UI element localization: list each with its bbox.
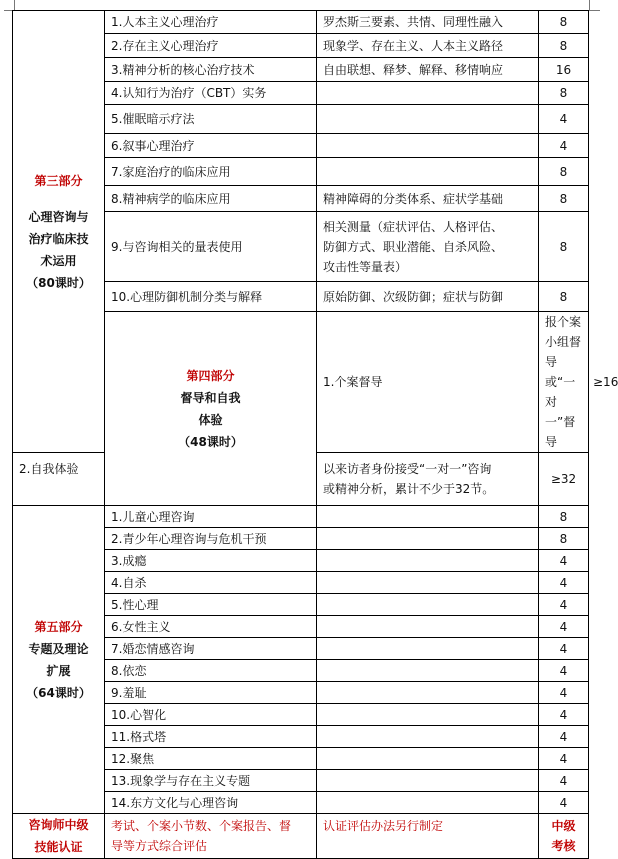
course-cell	[105, 814, 317, 859]
note-cell: 现象学、存在主义、人本主义路径	[317, 34, 539, 58]
hours-cell: 4	[539, 682, 589, 704]
hours-cell: 4	[539, 726, 589, 748]
course-cell: 5.催眠暗示疗法	[105, 105, 317, 134]
note-cell	[317, 704, 539, 726]
hours-line: 考核	[551, 839, 576, 853]
course-line: 导等方式综合评估	[111, 839, 208, 853]
section-hours: （48课时）	[178, 434, 243, 449]
note-cell	[317, 594, 539, 616]
section-title: 第三部分	[34, 173, 83, 188]
hours-cell: 8	[539, 82, 589, 105]
hours-cell: 16	[539, 58, 589, 82]
hours-cell: 8	[539, 212, 589, 282]
course-cell: 5.性心理	[105, 594, 317, 616]
section-title: 第五部分	[34, 619, 83, 634]
hours-cell: 4	[539, 638, 589, 660]
course-cell: 9.与咨询相关的量表使用	[105, 212, 317, 282]
note-cell	[317, 748, 539, 770]
section-name-line: 咨询师中级	[28, 818, 89, 832]
course-cell: 4.认知行为治疗（CBT）实务	[105, 82, 317, 105]
curriculum-table	[12, 10, 618, 859]
course-cell: 6.女性主义	[105, 616, 317, 638]
note-line: 相关测量（症状评估、人格评估、	[323, 219, 504, 234]
hours-cell: 8	[539, 186, 589, 212]
hours-cell: 4	[539, 704, 589, 726]
table-row: 第四部分 督导和自我 体验 （48课时） 1.个案督导 报个案小组督导或“一对一”督导 ≥16	[13, 312, 589, 453]
course-cell: 2.自我体验	[13, 453, 105, 506]
section-name-line: 专题及理论	[28, 641, 89, 656]
hours-cell: 4	[539, 594, 589, 616]
table-row	[13, 506, 589, 528]
course-cell: 4.自杀	[105, 572, 317, 594]
section-name-line: 扩展	[46, 663, 71, 678]
hours-cell: 8	[539, 34, 589, 58]
section-name-line: 治疗临床技	[28, 231, 89, 246]
note-cell	[317, 158, 539, 186]
course-cell: 7.家庭治疗的临床应用	[105, 158, 317, 186]
note-line: 攻击性等量表）	[323, 259, 408, 274]
hours-cell: 4	[539, 550, 589, 572]
hours-cell: 4	[539, 572, 589, 594]
note-cell	[317, 550, 539, 572]
note-cell	[317, 660, 539, 682]
hours-cell: 4	[539, 748, 589, 770]
section-title: 第四部分	[186, 368, 235, 383]
section-hours: （64课时）	[26, 685, 91, 700]
course-cell: 8.依恋	[105, 660, 317, 682]
note-cell: 报个案小组督导或“一对一”督导	[539, 312, 589, 453]
note-cell	[317, 792, 539, 814]
hours-cell: 8	[539, 11, 589, 34]
course-line: 考试、个案小节数、个案报告、督	[111, 819, 292, 833]
course-cell: 1.人本主义心理治疗	[105, 11, 317, 34]
hours-cell: 4	[539, 616, 589, 638]
section-name-line: 体验	[198, 412, 223, 427]
note-cell	[317, 134, 539, 158]
note-cell	[317, 528, 539, 550]
note-line: 防御方式、职业潜能、自杀风险、	[323, 239, 504, 254]
hours-cell: 8	[539, 282, 589, 312]
hours-cell: 4	[539, 792, 589, 814]
section-hours: （80课时）	[26, 275, 91, 290]
course-cell: 12.聚焦	[105, 748, 317, 770]
note-line: 或精神分析，累计不少于32节。	[323, 482, 495, 496]
note-cell	[317, 82, 539, 105]
hours-cell: 4	[539, 660, 589, 682]
section-name-line: 技能认证	[34, 840, 83, 854]
note-cell	[317, 105, 539, 134]
course-cell: 10.心理防御机制分类与解释	[105, 282, 317, 312]
note-cell: 认证评估办法另行制定	[317, 814, 539, 859]
note-cell	[317, 726, 539, 748]
course-cell: 10.心智化	[105, 704, 317, 726]
hours-cell: 8	[539, 506, 589, 528]
course-cell: 8.精神病学的临床应用	[105, 186, 317, 212]
course-cell: 9.羞耻	[105, 682, 317, 704]
note-cell	[317, 682, 539, 704]
hours-cell: 8	[539, 158, 589, 186]
hours-line: 中级	[551, 819, 576, 833]
course-cell: 11.格式塔	[105, 726, 317, 748]
table-row-certification	[13, 814, 589, 859]
section-name-line: 心理咨询与	[28, 209, 89, 224]
course-cell: 13.现象学与存在主义专题	[105, 770, 317, 792]
section-4-header	[105, 312, 317, 506]
course-cell: 2.青少年心理咨询与危机干预	[105, 528, 317, 550]
note-cell: 原始防御、次级防御；症状与防御	[317, 282, 539, 312]
course-cell: 7.婚恋情感咨询	[105, 638, 317, 660]
note-cell	[317, 453, 539, 506]
hours-cell	[539, 814, 589, 859]
note-line: 以来访者身份接受“一对一”咨询	[323, 462, 492, 476]
note-cell	[317, 212, 539, 282]
corner-mark-right	[589, 0, 600, 11]
table-row	[13, 11, 589, 34]
note-cell	[317, 572, 539, 594]
note-cell: 精神障碍的分类体系、症状学基础	[317, 186, 539, 212]
note-cell	[317, 506, 539, 528]
hours-cell: 4	[539, 105, 589, 134]
course-cell: 1.个案督导	[317, 312, 539, 453]
note-cell	[317, 770, 539, 792]
course-cell: 3.精神分析的核心治疗技术	[105, 58, 317, 82]
hours-cell: ≥32	[539, 453, 589, 506]
note-cell	[317, 638, 539, 660]
note-cell	[317, 616, 539, 638]
hours-cell: 4	[539, 134, 589, 158]
course-cell: 2.存在主义心理治疗	[105, 34, 317, 58]
certification-header	[13, 814, 105, 859]
section-5-header	[13, 506, 105, 814]
hours-cell: 4	[539, 770, 589, 792]
course-cell: 6.叙事心理治疗	[105, 134, 317, 158]
course-cell: 3.成瘾	[105, 550, 317, 572]
note-cell: 自由联想、释梦、解释、移情响应	[317, 58, 539, 82]
course-cell: 14.东方文化与心理咨询	[105, 792, 317, 814]
section-3-header	[13, 11, 105, 453]
course-cell: 1.儿童心理咨询	[105, 506, 317, 528]
section-name-line: 督导和自我	[180, 390, 241, 405]
hours-cell: 8	[539, 528, 589, 550]
section-name-line: 术运用	[40, 253, 77, 268]
note-cell: 罗杰斯三要素、共情、同理性融入	[317, 11, 539, 34]
